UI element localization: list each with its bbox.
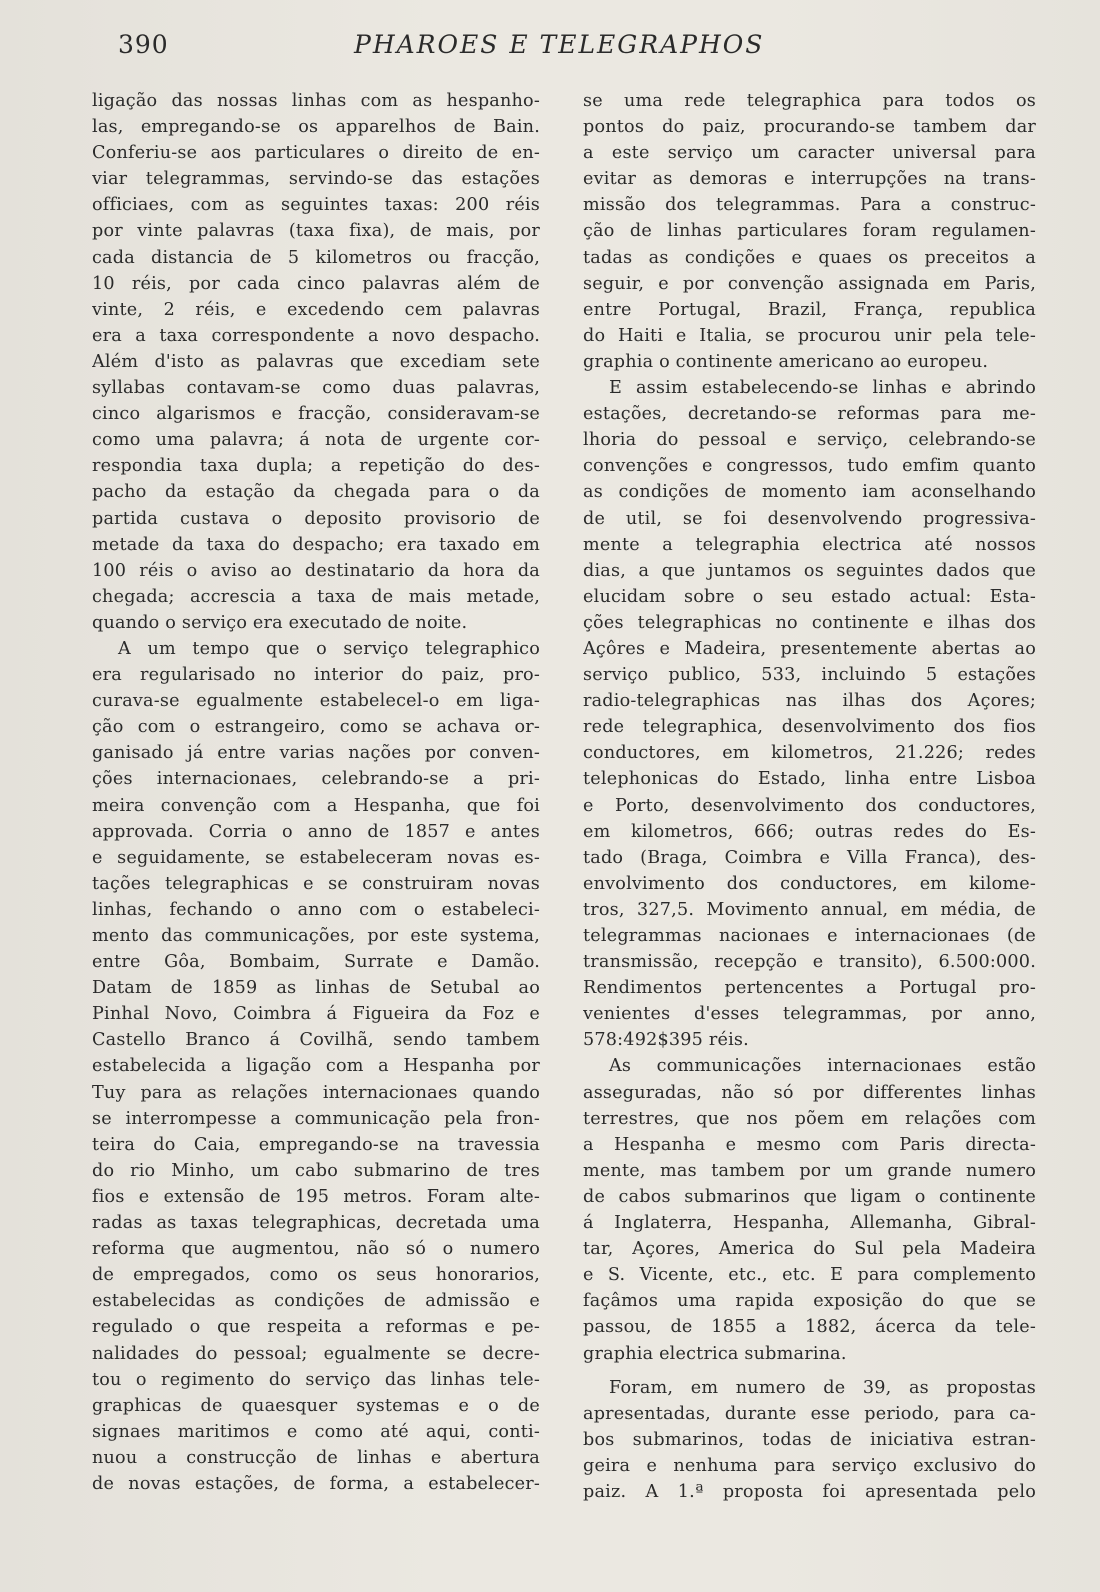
text-line: Rendimentos pertencentes a Portugal pro- xyxy=(583,978,1036,999)
text-line: se uma rede telegraphica para todos os xyxy=(583,91,1036,111)
text-line: mente a telegraphia electrica até nossos xyxy=(583,534,1036,555)
text-line: passou, de 1855 a 1882, ácerca da tele- xyxy=(583,1317,1036,1338)
text-line: graphicas de quaesquer systemas e o de xyxy=(92,1395,540,1416)
text-line: chegada; accrescia a taxa de mais metade, xyxy=(92,586,540,607)
page-number: 390 xyxy=(118,30,169,59)
text-line: Pinhal Novo, Coimbra á Figueira da Foz e xyxy=(92,1004,540,1025)
running-title: PHAROES E TELEGRAPHOS xyxy=(354,30,765,59)
text-line: estabelecidas as condições de admissão e xyxy=(92,1291,540,1312)
text-line: se interrompesse a communicação pela fron- xyxy=(92,1108,540,1129)
text-line: elucidam sobre o seu estado actual: Esta- xyxy=(583,586,1036,607)
text-line: venientes d'esses telegrammas, por anno, xyxy=(583,1004,1036,1025)
left-text-column xyxy=(92,88,540,1528)
text-line: em kilometros, 666; outras redes do Es- xyxy=(583,821,1036,842)
text-line: cinco algarismos e fracção, consideravam-se xyxy=(92,404,540,425)
text-line: Açôres e Madeira, presentemente abertas ao xyxy=(583,638,1036,659)
text-line: do rio Minho, um cabo submarino de tres xyxy=(92,1160,540,1181)
text-line: meira convenção com a Hespanha, que foi xyxy=(92,795,540,816)
text-line: approvada. Corria o anno de 1857 e antes xyxy=(92,821,540,842)
text-line: las, empregando-se os apparelhos de Bain. xyxy=(92,117,540,138)
text-line: transmissão, recepção e transito), 6.500:000. xyxy=(583,952,1036,973)
text-line: E assim estabelecendo-se linhas e abrindo xyxy=(609,378,1036,399)
text-line: rede telegraphica, desenvolvimento dos fios xyxy=(583,717,1036,738)
text-line: ção de linhas particulares foram regulamen- xyxy=(583,221,1036,242)
text-line: convenções e congressos, tudo emfim quanto xyxy=(583,456,1036,477)
text-line: geira e nenhuma para serviço exclusivo do xyxy=(583,1455,1036,1476)
text-line: conductores, em kilometros, 21.226; redes xyxy=(583,743,1036,764)
text-line: Além d'isto as palavras que excediam sete xyxy=(92,351,540,372)
text-line: metade da taxa do despacho; era taxado em xyxy=(92,534,540,555)
text-line: como uma palavra; á nota de urgente cor- xyxy=(92,430,540,451)
text-line: por vinte palavras (taxa fixa), de mais, por xyxy=(92,221,540,242)
text-line: ções internacionaes, celebrando-se a pri- xyxy=(92,769,540,790)
text-line: dias, a que juntamos os seguintes dados que xyxy=(583,560,1036,581)
text-line: serviço publico, 533, incluindo 5 estações xyxy=(583,665,1036,686)
text-line: era regularisado no interior do paiz, pro- xyxy=(92,665,540,686)
text-line: tadas as condições e quaes os preceitos a xyxy=(583,247,1036,268)
text-line: ção com o estrangeiro, como se achava or- xyxy=(92,717,540,738)
text-line: as condições de momento iam aconselhando xyxy=(583,482,1036,503)
right-text-column xyxy=(583,88,1036,1528)
text-line: pacho da estação da chegada para o da xyxy=(92,482,540,503)
text-line: a este serviço um caracter universal para xyxy=(583,143,1036,164)
text-line: asseguradas, não só por differentes linhas xyxy=(583,1082,1036,1103)
text-line: tros, 327,5. Movimento annual, em média, de xyxy=(583,899,1036,920)
text-line: teira do Caia, empregando-se na travessia xyxy=(92,1134,540,1155)
text-line: Castello Branco á Covilhã, sendo tambem xyxy=(92,1030,540,1051)
text-line: evitar as demoras e interrupções na trans- xyxy=(583,169,1036,190)
text-line: respondia taxa dupla; a repetição do des- xyxy=(92,456,540,477)
text-line: Tuy para as relações internacionaes quando xyxy=(92,1082,540,1103)
text-line: façâmos uma rapida exposição do que se xyxy=(583,1291,1036,1312)
text-line: estabelecida a ligação com a Hespanha por xyxy=(92,1056,540,1077)
text-line: terrestres, que nos põem em relações com xyxy=(583,1108,1036,1129)
text-line: Foram, em numero de 39, as propostas xyxy=(609,1377,1036,1398)
text-line: e S. Vicente, etc., etc. E para complemento xyxy=(583,1265,1036,1286)
text-line: linhas, fechando o anno com o estabeleci- xyxy=(92,899,540,920)
text-line: do Haiti e Italia, se procurou unir pela tele- xyxy=(583,325,1036,346)
text-line: estações, decretando-se reformas para me- xyxy=(583,404,1036,425)
text-line: era a taxa correspondente a novo despacho. xyxy=(92,325,540,346)
text-line: officiaes, com as seguintes taxas: 200 réis xyxy=(92,195,540,216)
text-line: e Porto, desenvolvimento dos conductores, xyxy=(583,795,1036,816)
text-line: quando o serviço era executado de noite. xyxy=(92,612,468,633)
text-line: tado (Braga, Coimbra e Villa Franca), des- xyxy=(583,847,1036,868)
text-line: viar telegrammas, servindo-se das estações xyxy=(92,169,540,190)
text-line: fios e extensão de 195 metros. Foram alte- xyxy=(92,1186,540,1207)
text-line: entre Gôa, Bombaim, Surrate e Damão. xyxy=(92,952,540,973)
text-line: apresentadas, durante esse periodo, para ca- xyxy=(583,1403,1036,1424)
text-line: nalidades do pessoal; egualmente se decre- xyxy=(92,1343,540,1364)
text-line: regulado o que respeita a reformas e pe- xyxy=(92,1317,540,1338)
text-line: ligação das nossas linhas com as hespanho- xyxy=(92,91,540,111)
text-line: seguir, e por convenção assignada em Paris, xyxy=(583,273,1036,294)
text-line: e seguidamente, se estabeleceram novas es- xyxy=(92,847,540,868)
text-line: tar, Açores, America do Sul pela Madeira xyxy=(583,1239,1036,1260)
text-line: telephonicas do Estado, linha entre Lisboa xyxy=(583,769,1036,790)
text-line: syllabas contavam-se como duas palavras, xyxy=(92,378,540,399)
text-line: á Inglaterra, Hespanha, Allemanha, Gibral- xyxy=(583,1213,1036,1234)
text-line: 100 réis o aviso ao destinatario da hora da xyxy=(92,560,540,581)
text-line: ções telegraphicas no continente e ilhas dos xyxy=(583,612,1036,633)
text-line: bos submarinos, todas de iniciativa estran- xyxy=(583,1429,1036,1450)
text-line: reforma que augmentou, não só o numero xyxy=(92,1239,540,1260)
text-line: curava-se egualmente estabelecel-o em liga- xyxy=(92,691,540,712)
text-line: telegrammas nacionaes e internacionaes (de xyxy=(583,926,1036,946)
text-line: lhoria do pessoal e serviço, celebrando-se xyxy=(583,430,1036,451)
text-line: graphia electrica submarina. xyxy=(583,1343,847,1364)
text-line: entre Portugal, Brazil, França, republica xyxy=(583,299,1036,320)
text-line: A um tempo que o serviço telegraphico xyxy=(118,638,540,659)
text-line: mente, mas tambem por um grande numero xyxy=(583,1160,1036,1181)
text-line: paiz. A 1.ª proposta foi apresentada pelo xyxy=(583,1481,1036,1502)
text-line: de cabos submarinos que ligam o continente xyxy=(583,1186,1036,1207)
text-line: Datam de 1859 as linhas de Setubal ao xyxy=(92,978,540,999)
text-line: radio-telegraphicas nas ilhas dos Açores; xyxy=(583,691,1036,712)
text-line: ganisado já entre varias nações por conven- xyxy=(92,743,540,764)
text-line: a Hespanha e mesmo com Paris directa- xyxy=(583,1134,1036,1155)
text-line: Conferiu-se aos particulares o direito de en- xyxy=(92,143,540,164)
text-line: mento das communicações, por este systema, xyxy=(92,926,540,946)
page-header xyxy=(118,30,1038,66)
text-line: de empregados, como os seus honorarios, xyxy=(92,1265,540,1286)
text-line: signaes maritimos e como até aqui, conti- xyxy=(92,1421,540,1442)
text-line: de novas estações, de forma, a estabelecer- xyxy=(92,1473,540,1494)
text-line: envolvimento dos conductores, em kilome- xyxy=(583,873,1036,894)
text-line: tou o regimento do serviço das linhas tele- xyxy=(92,1369,540,1390)
text-line: 10 réis, por cada cinco palavras além de xyxy=(92,273,540,294)
text-line: partida custava o deposito provisorio de xyxy=(92,508,540,529)
text-line: 578:492$395 réis. xyxy=(583,1030,749,1051)
text-line: tações telegraphicas e se construiram novas xyxy=(92,873,540,894)
text-line: nuou a construcção de linhas e abertura xyxy=(92,1447,540,1468)
text-line: de util, se foi desenvolvendo progressiva- xyxy=(583,508,1036,529)
text-line: cada distancia de 5 kilometros ou fracção, xyxy=(92,247,540,268)
text-line: As communicações internacionaes estão xyxy=(609,1056,1036,1077)
text-line: graphia o continente americano ao europeu. xyxy=(583,351,989,372)
text-line: pontos do paiz, procurando-se tambem dar xyxy=(583,117,1036,138)
text-line: vinte, 2 réis, e excedendo cem palavras xyxy=(92,299,540,320)
text-line: radas as taxas telegraphicas, decretada uma xyxy=(92,1213,540,1234)
text-line: missão dos telegrammas. Para a construc- xyxy=(583,195,1036,216)
